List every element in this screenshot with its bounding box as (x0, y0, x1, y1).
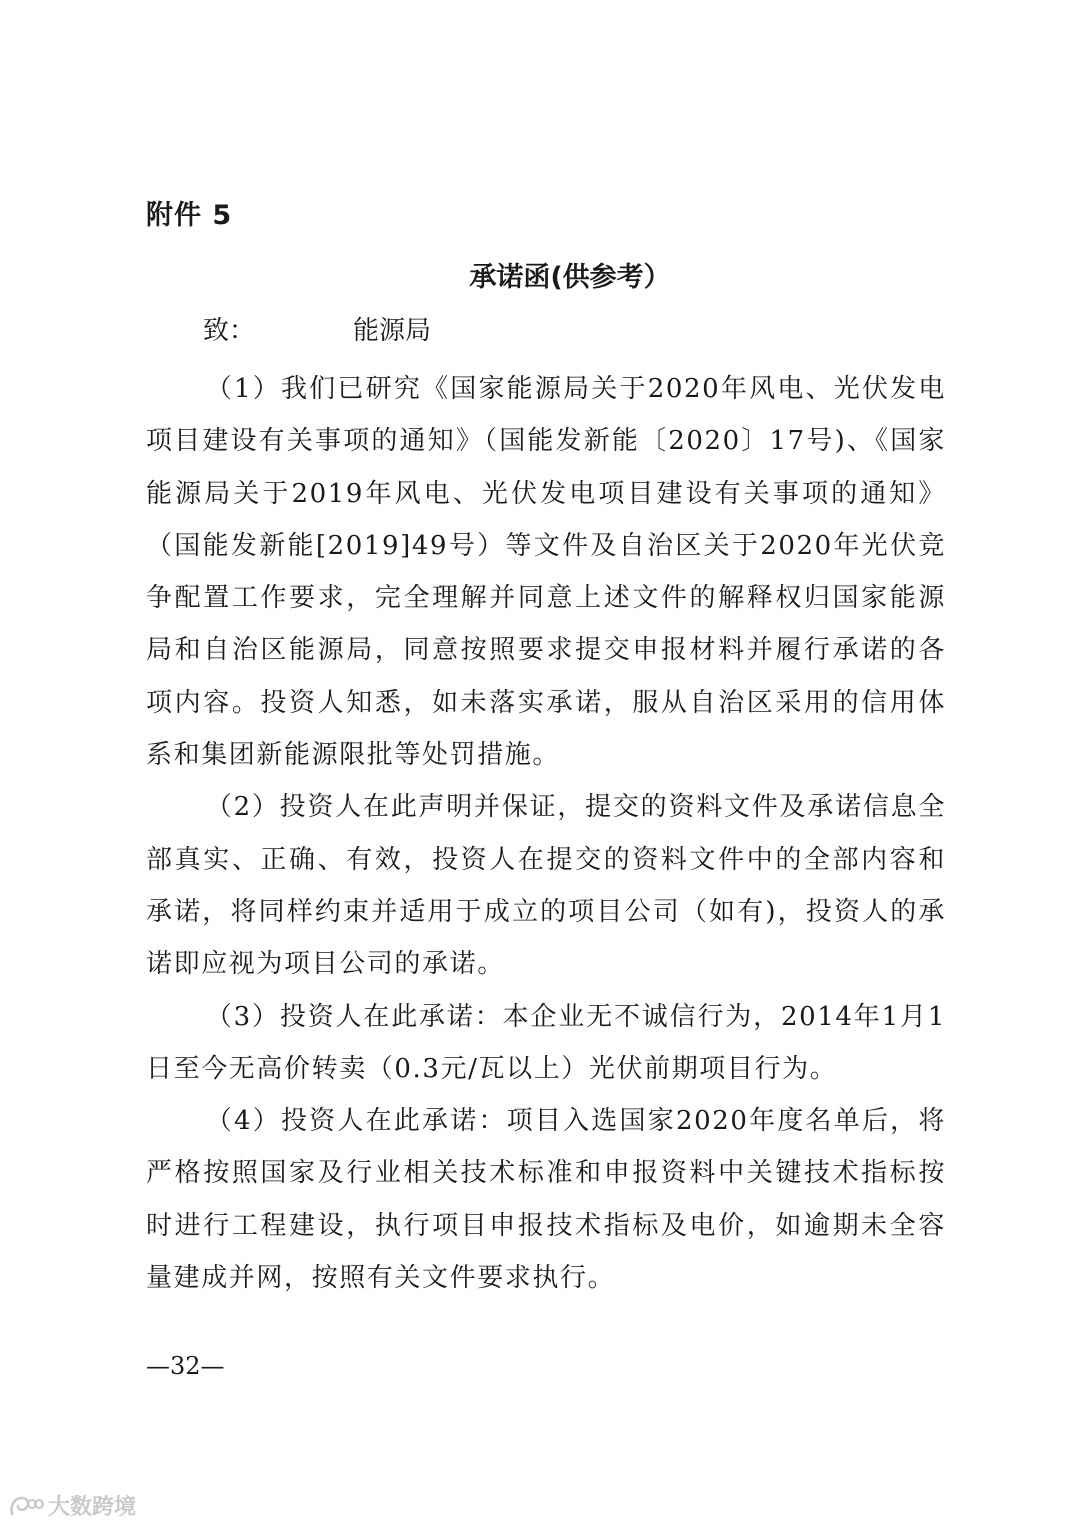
brand-logo-icon (8, 1494, 44, 1518)
paragraph-1: （1）我们已研究《国家能源局关于2020年风电、光伏发电项目建设有关事项的通知》（国能发新能〔2020〕17号)、《国家能源局关于2019年风电、光伏发电项目建设有关事项的通知》（国能发新能[2019]49号）等文件及自治区关于2020年光伏竞争配置工作要求，完全理解并同意上述文件的解释权归国家能源局和自治区能源局，同意按照要求提交申报材料并履行承诺的各项内容。投资人知悉，如未落实承诺，服从自治区采用的信用体系和集团新能源限批等处罚措施。 (146, 374, 946, 771)
document-title: 承诺函(供参考） (469, 262, 671, 293)
paragraph-4: （4）投资人在此承诺：项目入选国家2020年度名单后，将严格按照国家及行业相关技术标准和申报资料中关键技术指标按时进行工程建设，执行项目申报技术指标及电价，如逾期未全容量建成并网，按照有关文件要求执行。 (146, 1106, 946, 1294)
addressee-recipient: 能源局 (353, 316, 432, 346)
document-body (146, 363, 946, 1304)
page-number: —32— (146, 1352, 225, 1380)
addressee-line (203, 311, 903, 351)
paragraph-2: （2）投资人在此声明并保证，提交的资料文件及承诺信息全部真实、正确、有效，投资人在提交的资料文件中的全部内容和承诺，将同样约束并适用于成立的项目公司（如有)，投资人的承诺即应视为项目公司的承诺。 (146, 792, 946, 980)
watermark-text: 大数跨境 (48, 1495, 137, 1520)
watermark (8, 1490, 136, 1521)
addressee-label: 致： (203, 316, 256, 346)
paragraph-3: （3）投资人在此承诺：本企业无不诚信行为，2014年1月1日至今无高价转卖（0.3元/瓦以上）光伏前期项目行为。 (146, 1001, 946, 1084)
attachment-label: 附件 5 (146, 200, 233, 231)
